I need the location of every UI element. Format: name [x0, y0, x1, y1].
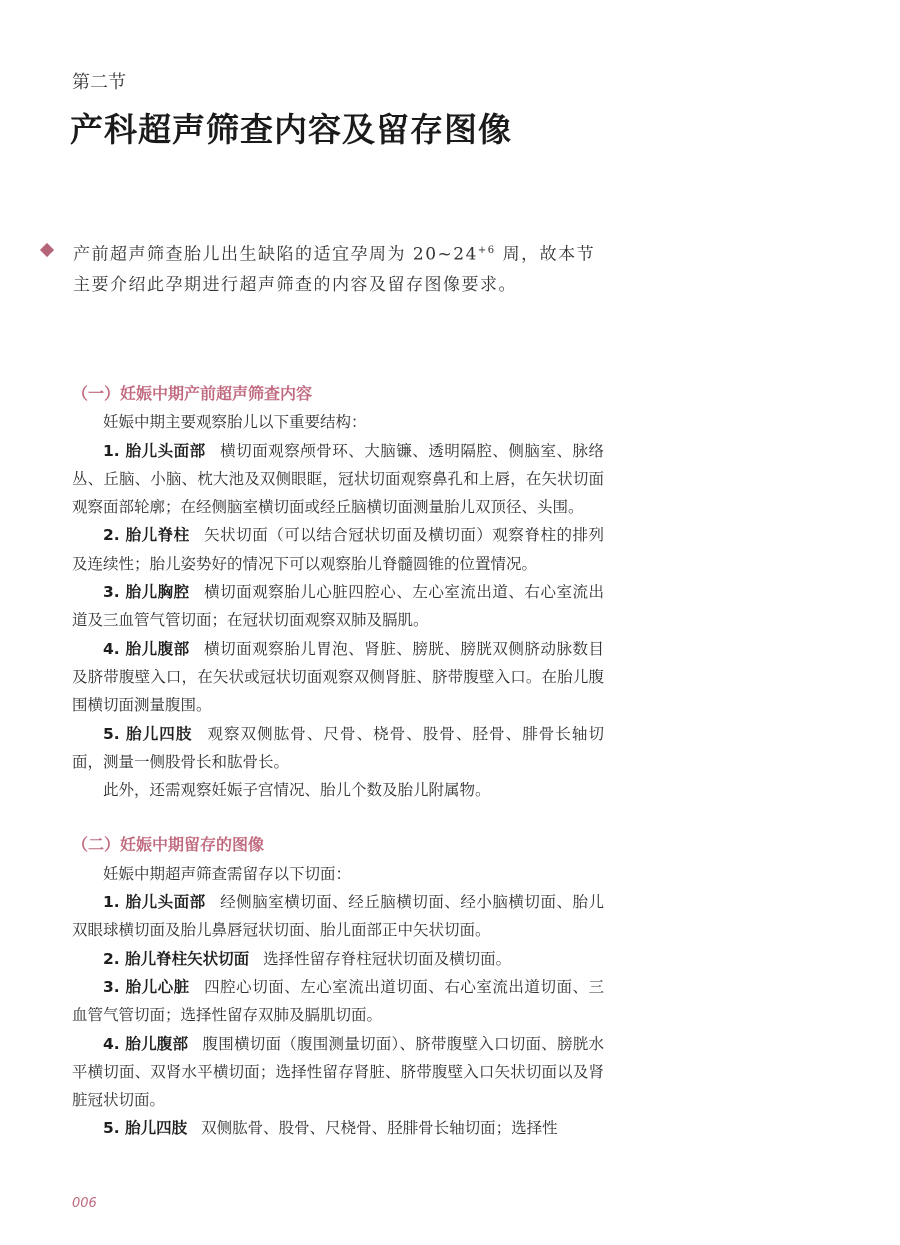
section1-item: [72, 437, 604, 522]
item-term: 1. 胎儿头面部: [103, 441, 206, 460]
item-text: 双侧肱骨、股骨、尺桡骨、胫腓骨长轴切面；选择性: [201, 1119, 558, 1138]
intro-superscript: +6: [477, 245, 496, 256]
section2-heading: （二）妊娠中期留存的图像: [72, 835, 265, 855]
item-text: 经侧脑室横切面、经丘脑横切面、经小脑横切面、胎儿双眼球横切面及胎儿鼻唇冠状切面、胎儿面部正中矢状切面。: [72, 893, 604, 940]
item-text: 腹围横切面（腹围测量切面）、脐带腹壁入口切面、膀胱水平横切面、双肾水平横切面；选择性留存肾脏、脐带腹壁入口矢状切面以及肾脏冠状切面。: [72, 1034, 604, 1110]
intro-block: [40, 236, 605, 300]
section2-item: [72, 888, 604, 945]
section1-item: [72, 635, 604, 720]
section-label: 第二节: [72, 72, 126, 93]
item-term: 5. 胎儿四肢: [103, 1119, 188, 1138]
item-text: 选择性留存脊柱冠状切面及横切面。: [263, 949, 512, 968]
item-text: 横切面观察胎儿胃泡、肾脏、膀胱、膀胱双侧脐动脉数目及脐带腹壁入口，在矢状或冠状切面观察双侧肾脏、脐带腹壁入口。在胎儿腹围横切面测量腹围。: [72, 639, 604, 715]
intro-paragraph: [73, 236, 605, 300]
section2-item: [72, 945, 604, 973]
section2-item: [72, 973, 604, 1030]
section1-item: [72, 720, 604, 777]
item-text: 矢状切面（可以结合冠状切面及横切面）观察脊柱的排列及连续性；胎儿姿势好的情况下可以观察胎儿脊髓圆锥的位置情况。: [72, 526, 604, 573]
item-text: 观察双侧肱骨、尺骨、桡骨、股骨、胫骨、腓骨长轴切面，测量一侧股骨长和肱骨长。: [72, 724, 604, 771]
item-term: 4. 胎儿腹部: [103, 639, 190, 658]
page-title: 产科超声筛查内容及留存图像: [70, 110, 512, 149]
section1-lead: 妊娠中期主要观察胎儿以下重要结构：: [103, 413, 367, 432]
section2-item: [72, 1030, 604, 1115]
page-number: 006: [72, 1196, 97, 1211]
item-term: 5. 胎儿四肢: [103, 724, 193, 743]
section2-lead: 妊娠中期超声筛查需留存以下切面：: [103, 864, 352, 883]
item-term: 2. 胎儿脊柱: [103, 526, 190, 545]
item-term: 3. 胎儿胸腔: [103, 583, 190, 602]
section1-closing: 此外，还需观察妊娠子宫情况、胎儿个数及胎儿附属物。: [103, 781, 491, 800]
section1-heading: （一）妊娠中期产前超声筛查内容: [72, 384, 313, 403]
item-term: 2. 胎儿脊柱矢状切面: [103, 949, 250, 968]
section1-item: [72, 521, 604, 578]
section1-item: [72, 578, 604, 635]
item-term: 1. 胎儿头面部: [103, 893, 206, 912]
section2-item: [72, 1114, 604, 1142]
item-term: 4. 胎儿腹部: [103, 1034, 189, 1053]
intro-text-a: 产前超声筛查胎儿出生缺陷的适宜孕周为 20~24: [73, 244, 478, 265]
item-text: 横切面观察颅骨环、大脑镰、透明隔腔、侧脑室、脉络丛、丘脑、小脑、枕大池及双侧眼眶，冠状切面观察鼻孔和上唇，在矢状切面观察面部轮廓；在经侧脑室横切面或经丘脑横切面测量胎儿双顶径、头围。: [72, 441, 604, 517]
body-content: [72, 380, 604, 1143]
diamond-bullet-icon: [40, 243, 54, 257]
intro-text-b: 周，故本节主要介绍此孕期进行超声筛查的内容及留存图像要求。: [73, 244, 596, 295]
item-text: 四腔心切面、左心室流出道切面、右心室流出道切面、三血管气管切面；选择性留存双肺及膈肌切面。: [72, 977, 604, 1025]
item-term: 3. 胎儿心脏: [103, 977, 190, 996]
item-text: 横切面观察胎儿心脏四腔心、左心室流出道、右心室流出道及三血管气管切面；在冠状切面观察双肺及膈肌。: [72, 583, 604, 630]
